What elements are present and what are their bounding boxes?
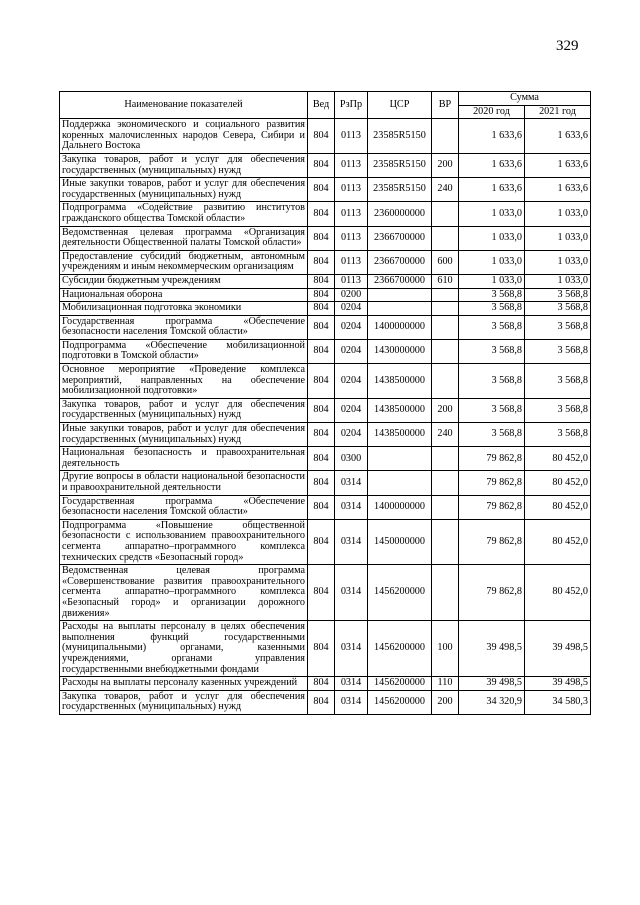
cell-rzpr: 0113 <box>335 226 368 250</box>
table-row <box>60 202 591 226</box>
cell-vr: 240 <box>432 423 459 447</box>
header-sum: Сумма <box>459 92 591 106</box>
cell-vr <box>432 302 459 316</box>
cell-name: Подпрограмма «Обеспечение мобилизационной подготовки в Томской области» <box>60 339 308 363</box>
table-body <box>60 119 591 715</box>
cell-ved: 804 <box>308 339 335 363</box>
table-row <box>60 250 591 274</box>
cell-sum-2020: 1 633,6 <box>459 119 525 154</box>
budget-table <box>59 91 591 715</box>
cell-sum-2021: 3 568,8 <box>525 423 591 447</box>
cell-ved: 804 <box>308 423 335 447</box>
cell-sum-2021: 80 452,0 <box>525 519 591 564</box>
cell-sum-2020: 3 568,8 <box>459 398 525 422</box>
cell-rzpr: 0314 <box>335 621 368 677</box>
cell-vr <box>432 565 459 621</box>
cell-sum-2021: 1 633,6 <box>525 178 591 202</box>
cell-name: Другие вопросы в области национальной безопасности и правоохранительной деятельности <box>60 471 308 495</box>
cell-sum-2021: 80 452,0 <box>525 471 591 495</box>
table-row <box>60 690 591 714</box>
cell-rzpr: 0200 <box>335 288 368 302</box>
cell-vr <box>432 495 459 519</box>
cell-sum-2021: 3 568,8 <box>525 315 591 339</box>
cell-ved: 804 <box>308 202 335 226</box>
cell-name: Подпрограмма «Повышение общественной безопасности с использованием правоохранительного сегмента аппаратно–программного комплекса технических средств «Безопасный город» <box>60 519 308 564</box>
table-row <box>60 153 591 177</box>
cell-csr: 1430000000 <box>368 339 432 363</box>
header-csr: ЦСР <box>368 92 432 119</box>
cell-sum-2021: 1 033,0 <box>525 274 591 288</box>
cell-csr: 2366700000 <box>368 226 432 250</box>
cell-sum-2021: 3 568,8 <box>525 339 591 363</box>
cell-sum-2020: 3 568,8 <box>459 423 525 447</box>
cell-sum-2020: 3 568,8 <box>459 302 525 316</box>
cell-ved: 804 <box>308 690 335 714</box>
cell-ved: 804 <box>308 302 335 316</box>
cell-sum-2021: 80 452,0 <box>525 447 591 471</box>
cell-rzpr: 0204 <box>335 315 368 339</box>
table-row <box>60 565 591 621</box>
cell-rzpr: 0314 <box>335 690 368 714</box>
cell-sum-2021: 3 568,8 <box>525 288 591 302</box>
cell-vr <box>432 471 459 495</box>
cell-sum-2020: 39 498,5 <box>459 621 525 677</box>
cell-name: Ведомственная целевая программа «Организация деятельности Общественной палаты Томской области» <box>60 226 308 250</box>
cell-csr: 2366700000 <box>368 274 432 288</box>
cell-rzpr: 0113 <box>335 119 368 154</box>
cell-sum-2020: 1 033,0 <box>459 250 525 274</box>
cell-csr: 1456200000 <box>368 621 432 677</box>
header-name: Наименование показателей <box>60 92 308 119</box>
cell-vr: 110 <box>432 677 459 691</box>
cell-sum-2020: 3 568,8 <box>459 364 525 399</box>
cell-rzpr: 0204 <box>335 423 368 447</box>
cell-csr <box>368 288 432 302</box>
cell-rzpr: 0113 <box>335 202 368 226</box>
cell-ved: 804 <box>308 226 335 250</box>
cell-sum-2020: 79 862,8 <box>459 495 525 519</box>
table-row <box>60 519 591 564</box>
cell-rzpr: 0314 <box>335 519 368 564</box>
cell-vr: 200 <box>432 398 459 422</box>
cell-vr: 100 <box>432 621 459 677</box>
cell-csr: 2360000000 <box>368 202 432 226</box>
cell-sum-2021: 39 498,5 <box>525 621 591 677</box>
cell-ved: 804 <box>308 677 335 691</box>
cell-name: Субсидии бюджетным учреждениям <box>60 274 308 288</box>
table-row <box>60 677 591 691</box>
table-row <box>60 226 591 250</box>
cell-ved: 804 <box>308 364 335 399</box>
cell-csr <box>368 471 432 495</box>
cell-sum-2021: 1 633,6 <box>525 153 591 177</box>
cell-ved: 804 <box>308 119 335 154</box>
cell-vr <box>432 519 459 564</box>
cell-vr: 200 <box>432 153 459 177</box>
table-row <box>60 471 591 495</box>
cell-vr: 240 <box>432 178 459 202</box>
cell-ved: 804 <box>308 250 335 274</box>
cell-name: Расходы на выплаты персоналу в целях обеспечения выполнения функций государственными (муниципальными) органами, казенными учреждениями, органами управления государственными внебюджетными фондами <box>60 621 308 677</box>
cell-vr: 610 <box>432 274 459 288</box>
cell-rzpr: 0113 <box>335 153 368 177</box>
cell-csr: 1456200000 <box>368 677 432 691</box>
cell-csr: 1438500000 <box>368 364 432 399</box>
cell-sum-2021: 3 568,8 <box>525 302 591 316</box>
table-row <box>60 274 591 288</box>
cell-name: Предоставление субсидий бюджетным, автономным учреждениям и иным некоммерческим организациям <box>60 250 308 274</box>
cell-name: Поддержка экономического и социального развития коренных малочисленных народов Севера, Сибири и Дальнего Востока <box>60 119 308 154</box>
cell-csr: 23585R5150 <box>368 119 432 154</box>
cell-ved: 804 <box>308 315 335 339</box>
header-year-2020: 2020 год <box>459 105 525 119</box>
cell-sum-2020: 3 568,8 <box>459 339 525 363</box>
cell-csr: 1450000000 <box>368 519 432 564</box>
cell-vr <box>432 315 459 339</box>
cell-name: Национальная оборона <box>60 288 308 302</box>
header-rzpr: РзПр <box>335 92 368 119</box>
header-year-2021: 2021 год <box>525 105 591 119</box>
cell-vr <box>432 288 459 302</box>
table-row <box>60 495 591 519</box>
table-row <box>60 339 591 363</box>
table-row <box>60 423 591 447</box>
cell-vr <box>432 226 459 250</box>
cell-sum-2020: 34 320,9 <box>459 690 525 714</box>
cell-csr: 1456200000 <box>368 690 432 714</box>
cell-sum-2020: 1 033,0 <box>459 226 525 250</box>
cell-sum-2020: 1 033,0 <box>459 202 525 226</box>
header-ved: Вед <box>308 92 335 119</box>
cell-csr: 23585R5150 <box>368 178 432 202</box>
cell-name: Мобилизационная подготовка экономики <box>60 302 308 316</box>
cell-rzpr: 0204 <box>335 339 368 363</box>
cell-rzpr: 0204 <box>335 302 368 316</box>
table-header <box>60 92 591 119</box>
cell-vr <box>432 364 459 399</box>
cell-ved: 804 <box>308 398 335 422</box>
cell-sum-2020: 3 568,8 <box>459 288 525 302</box>
cell-sum-2020: 1 633,6 <box>459 153 525 177</box>
cell-rzpr: 0314 <box>335 495 368 519</box>
cell-sum-2020: 79 862,8 <box>459 471 525 495</box>
cell-sum-2021: 1 033,0 <box>525 226 591 250</box>
cell-sum-2021: 34 580,3 <box>525 690 591 714</box>
cell-sum-2020: 1 633,6 <box>459 178 525 202</box>
header-vr: ВР <box>432 92 459 119</box>
cell-name: Подпрограмма «Содействие развитию институтов гражданского общества Томской области» <box>60 202 308 226</box>
cell-sum-2021: 1 033,0 <box>525 250 591 274</box>
cell-sum-2020: 3 568,8 <box>459 315 525 339</box>
cell-ved: 804 <box>308 471 335 495</box>
cell-name: Государственная программа «Обеспечение безопасности населения Томской области» <box>60 315 308 339</box>
cell-csr: 1400000000 <box>368 495 432 519</box>
cell-name: Закупка товаров, работ и услуг для обеспечения государственных (муниципальных) нужд <box>60 690 308 714</box>
cell-ved: 804 <box>308 178 335 202</box>
cell-name: Закупка товаров, работ и услуг для обеспечения государственных (муниципальных) нужд <box>60 398 308 422</box>
cell-vr <box>432 202 459 226</box>
cell-csr <box>368 447 432 471</box>
cell-csr: 1438500000 <box>368 423 432 447</box>
cell-ved: 804 <box>308 274 335 288</box>
cell-rzpr: 0314 <box>335 677 368 691</box>
cell-name: Национальная безопасность и правоохранительная деятельность <box>60 447 308 471</box>
cell-sum-2021: 1 633,6 <box>525 119 591 154</box>
cell-rzpr: 0314 <box>335 565 368 621</box>
cell-ved: 804 <box>308 153 335 177</box>
cell-ved: 804 <box>308 621 335 677</box>
cell-rzpr: 0300 <box>335 447 368 471</box>
cell-csr: 2366700000 <box>368 250 432 274</box>
cell-sum-2020: 79 862,8 <box>459 519 525 564</box>
cell-name: Закупка товаров, работ и услуг для обеспечения государственных (муниципальных) нужд <box>60 153 308 177</box>
cell-ved: 804 <box>308 447 335 471</box>
cell-sum-2021: 39 498,5 <box>525 677 591 691</box>
cell-vr <box>432 447 459 471</box>
table-row <box>60 398 591 422</box>
cell-csr <box>368 302 432 316</box>
table-row <box>60 621 591 677</box>
cell-csr: 1456200000 <box>368 565 432 621</box>
cell-sum-2021: 1 033,0 <box>525 202 591 226</box>
table-row <box>60 119 591 154</box>
cell-sum-2021: 3 568,8 <box>525 364 591 399</box>
table-row <box>60 364 591 399</box>
page-number: 329 <box>556 38 579 54</box>
cell-vr: 200 <box>432 690 459 714</box>
cell-rzpr: 0204 <box>335 364 368 399</box>
cell-vr <box>432 119 459 154</box>
cell-name: Ведомственная целевая программа «Совершенствование развития правоохранительного сегмента аппаратно–программного комплекса «Безопасный город» и организации дорожного движения» <box>60 565 308 621</box>
cell-sum-2020: 1 033,0 <box>459 274 525 288</box>
cell-ved: 804 <box>308 519 335 564</box>
table-row <box>60 178 591 202</box>
cell-rzpr: 0113 <box>335 274 368 288</box>
table-row <box>60 288 591 302</box>
cell-ved: 804 <box>308 565 335 621</box>
cell-csr: 23585R5150 <box>368 153 432 177</box>
cell-name: Иные закупки товаров, работ и услуг для обеспечения государственных (муниципальных) нужд <box>60 423 308 447</box>
cell-vr <box>432 339 459 363</box>
cell-sum-2020: 79 862,8 <box>459 447 525 471</box>
cell-sum-2021: 80 452,0 <box>525 495 591 519</box>
cell-csr: 1400000000 <box>368 315 432 339</box>
cell-sum-2020: 39 498,5 <box>459 677 525 691</box>
cell-ved: 804 <box>308 288 335 302</box>
cell-sum-2021: 3 568,8 <box>525 398 591 422</box>
cell-sum-2020: 79 862,8 <box>459 565 525 621</box>
table-row <box>60 302 591 316</box>
table-row <box>60 447 591 471</box>
cell-csr: 1438500000 <box>368 398 432 422</box>
cell-name: Государственная программа «Обеспечение безопасности населения Томской области» <box>60 495 308 519</box>
cell-vr: 600 <box>432 250 459 274</box>
cell-name: Основное мероприятие «Проведение комплекса мероприятий, направленных на обеспечение мобилизационной подготовки» <box>60 364 308 399</box>
cell-name: Расходы на выплаты персоналу казенных учреждений <box>60 677 308 691</box>
cell-rzpr: 0314 <box>335 471 368 495</box>
cell-rzpr: 0113 <box>335 178 368 202</box>
cell-rzpr: 0204 <box>335 398 368 422</box>
table-row <box>60 315 591 339</box>
cell-ved: 804 <box>308 495 335 519</box>
cell-rzpr: 0113 <box>335 250 368 274</box>
cell-sum-2021: 80 452,0 <box>525 565 591 621</box>
cell-name: Иные закупки товаров, работ и услуг для обеспечения государственных (муниципальных) нужд <box>60 178 308 202</box>
